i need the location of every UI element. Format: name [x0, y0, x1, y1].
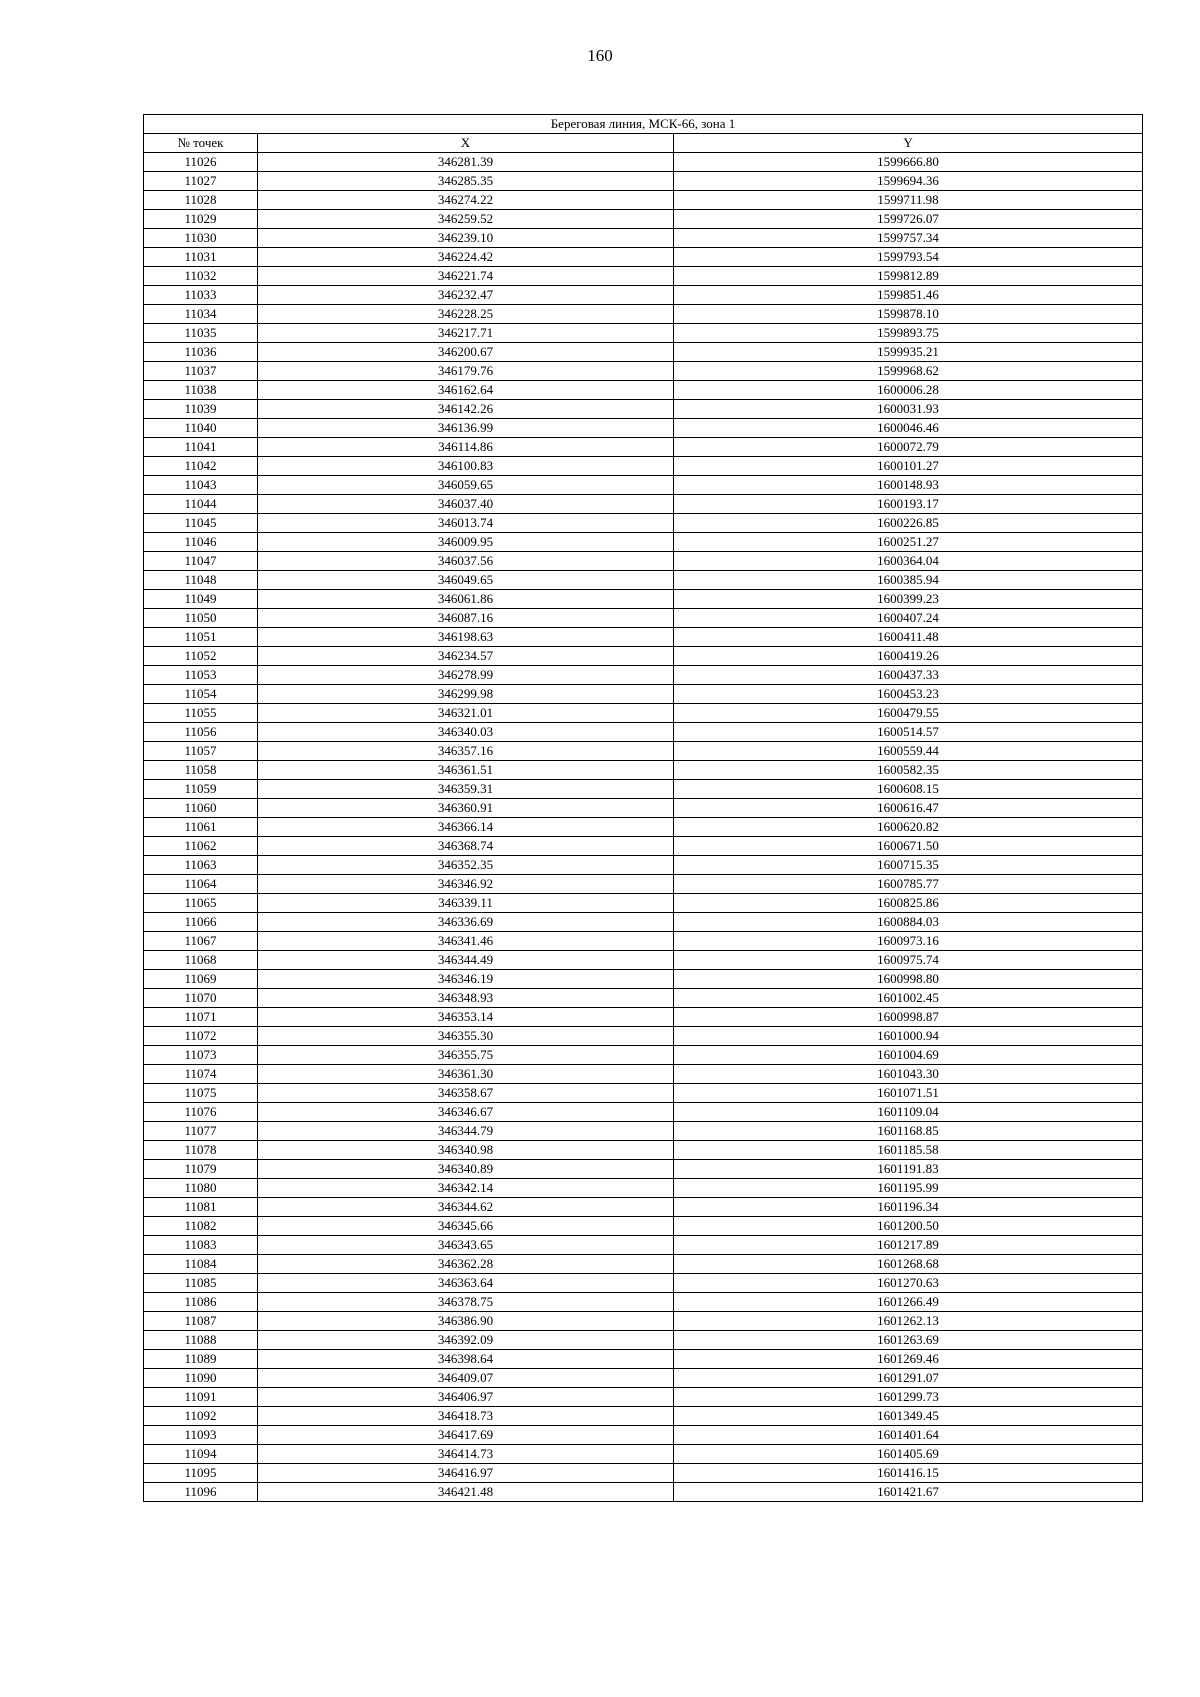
table-row	[144, 1369, 1143, 1388]
table-row	[144, 685, 1143, 704]
point-number-cell: 11088	[144, 1331, 258, 1350]
x-coordinate-cell: 346341.46	[258, 932, 674, 951]
point-number-cell: 11074	[144, 1065, 258, 1084]
table-row	[144, 1065, 1143, 1084]
x-coordinate-cell: 346409.07	[258, 1369, 674, 1388]
table-row	[144, 1331, 1143, 1350]
point-number-cell: 11042	[144, 457, 258, 476]
y-coordinate-cell: 1600884.03	[674, 913, 1143, 932]
x-coordinate-cell: 346362.28	[258, 1255, 674, 1274]
header-y: Y	[674, 134, 1143, 153]
table-row	[144, 1388, 1143, 1407]
table-row	[144, 1293, 1143, 1312]
x-coordinate-cell: 346416.97	[258, 1464, 674, 1483]
table-row	[144, 628, 1143, 647]
point-number-cell: 11035	[144, 324, 258, 343]
x-coordinate-cell: 346278.99	[258, 666, 674, 685]
x-coordinate-cell: 346142.26	[258, 400, 674, 419]
table-row	[144, 400, 1143, 419]
table-row	[144, 533, 1143, 552]
table-row	[144, 856, 1143, 875]
table-row	[144, 932, 1143, 951]
y-coordinate-cell: 1600226.85	[674, 514, 1143, 533]
point-number-cell: 11076	[144, 1103, 258, 1122]
x-coordinate-cell: 346162.64	[258, 381, 674, 400]
table-row	[144, 761, 1143, 780]
table-row	[144, 1141, 1143, 1160]
point-number-cell: 11059	[144, 780, 258, 799]
x-coordinate-cell: 346355.75	[258, 1046, 674, 1065]
table-row	[144, 571, 1143, 590]
y-coordinate-cell: 1599694.36	[674, 172, 1143, 191]
point-number-cell: 11045	[144, 514, 258, 533]
y-coordinate-cell: 1601291.07	[674, 1369, 1143, 1388]
point-number-cell: 11028	[144, 191, 258, 210]
header-x: X	[258, 134, 674, 153]
point-number-cell: 11040	[144, 419, 258, 438]
table-row	[144, 495, 1143, 514]
table-row	[144, 1198, 1143, 1217]
x-coordinate-cell: 346037.56	[258, 552, 674, 571]
table-row	[144, 248, 1143, 267]
y-coordinate-cell: 1601185.58	[674, 1141, 1143, 1160]
y-coordinate-cell: 1601421.67	[674, 1483, 1143, 1502]
point-number-cell: 11078	[144, 1141, 258, 1160]
x-coordinate-cell: 346355.30	[258, 1027, 674, 1046]
table-row	[144, 1312, 1143, 1331]
point-number-cell: 11032	[144, 267, 258, 286]
point-number-cell: 11038	[144, 381, 258, 400]
point-number-cell: 11080	[144, 1179, 258, 1198]
point-number-cell: 11050	[144, 609, 258, 628]
point-number-cell: 11058	[144, 761, 258, 780]
x-coordinate-cell: 346037.40	[258, 495, 674, 514]
table-row	[144, 989, 1143, 1008]
y-coordinate-cell: 1601043.30	[674, 1065, 1143, 1084]
x-coordinate-cell: 346299.98	[258, 685, 674, 704]
table-row	[144, 1179, 1143, 1198]
x-coordinate-cell: 346418.73	[258, 1407, 674, 1426]
table-row	[144, 286, 1143, 305]
y-coordinate-cell: 1601168.85	[674, 1122, 1143, 1141]
y-coordinate-cell: 1601263.69	[674, 1331, 1143, 1350]
point-number-cell: 11060	[144, 799, 258, 818]
y-coordinate-cell: 1600559.44	[674, 742, 1143, 761]
point-number-cell: 11096	[144, 1483, 258, 1502]
x-coordinate-cell: 346421.48	[258, 1483, 674, 1502]
table-row	[144, 590, 1143, 609]
y-coordinate-cell: 1600998.80	[674, 970, 1143, 989]
y-coordinate-cell: 1600411.48	[674, 628, 1143, 647]
x-coordinate-cell: 346406.97	[258, 1388, 674, 1407]
y-coordinate-cell: 1601270.63	[674, 1274, 1143, 1293]
y-coordinate-cell: 1601217.89	[674, 1236, 1143, 1255]
table-row	[144, 1407, 1143, 1426]
table-row	[144, 723, 1143, 742]
point-number-cell: 11057	[144, 742, 258, 761]
table-row	[144, 704, 1143, 723]
x-coordinate-cell: 346344.62	[258, 1198, 674, 1217]
y-coordinate-cell: 1600046.46	[674, 419, 1143, 438]
coordinates-table	[143, 114, 1143, 1502]
x-coordinate-cell: 346340.03	[258, 723, 674, 742]
y-coordinate-cell: 1601191.83	[674, 1160, 1143, 1179]
y-coordinate-cell: 1600671.50	[674, 837, 1143, 856]
x-coordinate-cell: 346361.30	[258, 1065, 674, 1084]
point-number-cell: 11084	[144, 1255, 258, 1274]
table-row	[144, 1274, 1143, 1293]
point-number-cell: 11072	[144, 1027, 258, 1046]
point-number-cell: 11086	[144, 1293, 258, 1312]
y-coordinate-cell: 1600825.86	[674, 894, 1143, 913]
table-row	[144, 799, 1143, 818]
point-number-cell: 11044	[144, 495, 258, 514]
point-number-cell: 11069	[144, 970, 258, 989]
y-coordinate-cell: 1600399.23	[674, 590, 1143, 609]
table-row	[144, 609, 1143, 628]
y-coordinate-cell: 1601268.68	[674, 1255, 1143, 1274]
y-coordinate-cell: 1599793.54	[674, 248, 1143, 267]
x-coordinate-cell: 346378.75	[258, 1293, 674, 1312]
point-number-cell: 11054	[144, 685, 258, 704]
y-coordinate-cell: 1601195.99	[674, 1179, 1143, 1198]
x-coordinate-cell: 346100.83	[258, 457, 674, 476]
point-number-cell: 11083	[144, 1236, 258, 1255]
y-coordinate-cell: 1600715.35	[674, 856, 1143, 875]
point-number-cell: 11064	[144, 875, 258, 894]
x-coordinate-cell: 346274.22	[258, 191, 674, 210]
x-coordinate-cell: 346346.92	[258, 875, 674, 894]
x-coordinate-cell: 346361.51	[258, 761, 674, 780]
x-coordinate-cell: 346339.11	[258, 894, 674, 913]
x-coordinate-cell: 346336.69	[258, 913, 674, 932]
y-coordinate-cell: 1599757.34	[674, 229, 1143, 248]
table-row	[144, 419, 1143, 438]
point-number-cell: 11065	[144, 894, 258, 913]
y-coordinate-cell: 1601266.49	[674, 1293, 1143, 1312]
y-coordinate-cell: 1600975.74	[674, 951, 1143, 970]
y-coordinate-cell: 1600785.77	[674, 875, 1143, 894]
table-row	[144, 837, 1143, 856]
header-point-number: № точек	[144, 134, 258, 153]
point-number-cell: 11090	[144, 1369, 258, 1388]
y-coordinate-cell: 1601109.04	[674, 1103, 1143, 1122]
point-number-cell: 11052	[144, 647, 258, 666]
x-coordinate-cell: 346198.63	[258, 628, 674, 647]
x-coordinate-cell: 346352.35	[258, 856, 674, 875]
y-coordinate-cell: 1600072.79	[674, 438, 1143, 457]
y-coordinate-cell: 1600251.27	[674, 533, 1143, 552]
x-coordinate-cell: 346340.98	[258, 1141, 674, 1160]
table-row	[144, 1350, 1143, 1369]
table-row	[144, 647, 1143, 666]
x-coordinate-cell: 346353.14	[258, 1008, 674, 1027]
y-coordinate-cell: 1601200.50	[674, 1217, 1143, 1236]
table-row	[144, 1464, 1143, 1483]
table-body	[144, 153, 1143, 1502]
x-coordinate-cell: 346217.71	[258, 324, 674, 343]
table-row	[144, 1445, 1143, 1464]
point-number-cell: 11089	[144, 1350, 258, 1369]
y-coordinate-cell: 1600620.82	[674, 818, 1143, 837]
y-coordinate-cell: 1599878.10	[674, 305, 1143, 324]
point-number-cell: 11033	[144, 286, 258, 305]
point-number-cell: 11082	[144, 1217, 258, 1236]
table-row	[144, 970, 1143, 989]
x-coordinate-cell: 346417.69	[258, 1426, 674, 1445]
point-number-cell: 11049	[144, 590, 258, 609]
point-number-cell: 11031	[144, 248, 258, 267]
y-coordinate-cell: 1600437.33	[674, 666, 1143, 685]
point-number-cell: 11087	[144, 1312, 258, 1331]
y-coordinate-cell: 1601196.34	[674, 1198, 1143, 1217]
x-coordinate-cell: 346224.42	[258, 248, 674, 267]
table-row	[144, 1255, 1143, 1274]
y-coordinate-cell: 1600479.55	[674, 704, 1143, 723]
x-coordinate-cell: 346346.19	[258, 970, 674, 989]
x-coordinate-cell: 346285.35	[258, 172, 674, 191]
x-coordinate-cell: 346232.47	[258, 286, 674, 305]
point-number-cell: 11041	[144, 438, 258, 457]
y-coordinate-cell: 1599935.21	[674, 343, 1143, 362]
y-coordinate-cell: 1600148.93	[674, 476, 1143, 495]
table-row	[144, 172, 1143, 191]
y-coordinate-cell: 1600453.23	[674, 685, 1143, 704]
y-coordinate-cell: 1600998.87	[674, 1008, 1143, 1027]
y-coordinate-cell: 1600419.26	[674, 647, 1143, 666]
point-number-cell: 11091	[144, 1388, 258, 1407]
y-coordinate-cell: 1601401.64	[674, 1426, 1143, 1445]
x-coordinate-cell: 346340.89	[258, 1160, 674, 1179]
x-coordinate-cell: 346359.31	[258, 780, 674, 799]
x-coordinate-cell: 346281.39	[258, 153, 674, 172]
point-number-cell: 11066	[144, 913, 258, 932]
x-coordinate-cell: 346179.76	[258, 362, 674, 381]
y-coordinate-cell: 1601349.45	[674, 1407, 1143, 1426]
table-row	[144, 191, 1143, 210]
table-row	[144, 552, 1143, 571]
y-coordinate-cell: 1601269.46	[674, 1350, 1143, 1369]
point-number-cell: 11071	[144, 1008, 258, 1027]
table-row	[144, 1027, 1143, 1046]
point-number-cell: 11034	[144, 305, 258, 324]
point-number-cell: 11061	[144, 818, 258, 837]
table-row	[144, 1103, 1143, 1122]
point-number-cell: 11079	[144, 1160, 258, 1179]
table-row	[144, 951, 1143, 970]
table-row	[144, 818, 1143, 837]
point-number-cell: 11027	[144, 172, 258, 191]
point-number-cell: 11093	[144, 1426, 258, 1445]
x-coordinate-cell: 346221.74	[258, 267, 674, 286]
point-number-cell: 11053	[144, 666, 258, 685]
table-row	[144, 476, 1143, 495]
point-number-cell: 11081	[144, 1198, 258, 1217]
point-number-cell: 11055	[144, 704, 258, 723]
x-coordinate-cell: 346059.65	[258, 476, 674, 495]
table-row	[144, 1426, 1143, 1445]
point-number-cell: 11046	[144, 533, 258, 552]
y-coordinate-cell: 1600582.35	[674, 761, 1143, 780]
x-coordinate-cell: 346343.65	[258, 1236, 674, 1255]
y-coordinate-cell: 1599851.46	[674, 286, 1143, 305]
point-number-cell: 11043	[144, 476, 258, 495]
table-row	[144, 229, 1143, 248]
table-row	[144, 875, 1143, 894]
x-coordinate-cell: 346414.73	[258, 1445, 674, 1464]
y-coordinate-cell: 1600514.57	[674, 723, 1143, 742]
point-number-cell: 11075	[144, 1084, 258, 1103]
x-coordinate-cell: 346061.86	[258, 590, 674, 609]
y-coordinate-cell: 1601071.51	[674, 1084, 1143, 1103]
y-coordinate-cell: 1601004.69	[674, 1046, 1143, 1065]
x-coordinate-cell: 346239.10	[258, 229, 674, 248]
point-number-cell: 11030	[144, 229, 258, 248]
x-coordinate-cell: 346363.64	[258, 1274, 674, 1293]
x-coordinate-cell: 346049.65	[258, 571, 674, 590]
x-coordinate-cell: 346009.95	[258, 533, 674, 552]
table-row	[144, 742, 1143, 761]
x-coordinate-cell: 346342.14	[258, 1179, 674, 1198]
x-coordinate-cell: 346358.67	[258, 1084, 674, 1103]
table-row	[144, 305, 1143, 324]
x-coordinate-cell: 346348.93	[258, 989, 674, 1008]
y-coordinate-cell: 1600407.24	[674, 609, 1143, 628]
point-number-cell: 11062	[144, 837, 258, 856]
point-number-cell: 11039	[144, 400, 258, 419]
table-title: Береговая линия, МСК-66, зона 1	[144, 115, 1143, 134]
x-coordinate-cell: 346200.67	[258, 343, 674, 362]
x-coordinate-cell: 346234.57	[258, 647, 674, 666]
point-number-cell: 11094	[144, 1445, 258, 1464]
y-coordinate-cell: 1600101.27	[674, 457, 1143, 476]
table-row	[144, 1084, 1143, 1103]
point-number-cell: 11051	[144, 628, 258, 647]
y-coordinate-cell: 1601002.45	[674, 989, 1143, 1008]
y-coordinate-cell: 1599666.80	[674, 153, 1143, 172]
table-row	[144, 780, 1143, 799]
point-number-cell: 11037	[144, 362, 258, 381]
table-row	[144, 153, 1143, 172]
page-number: 160	[587, 46, 613, 65]
y-coordinate-cell: 1601000.94	[674, 1027, 1143, 1046]
point-number-cell: 11036	[144, 343, 258, 362]
table-row	[144, 1122, 1143, 1141]
table-row	[144, 514, 1143, 533]
point-number-cell: 11047	[144, 552, 258, 571]
y-coordinate-cell: 1600616.47	[674, 799, 1143, 818]
y-coordinate-cell: 1601299.73	[674, 1388, 1143, 1407]
x-coordinate-cell: 346259.52	[258, 210, 674, 229]
y-coordinate-cell: 1599968.62	[674, 362, 1143, 381]
x-coordinate-cell: 346368.74	[258, 837, 674, 856]
y-coordinate-cell: 1600385.94	[674, 571, 1143, 590]
x-coordinate-cell: 346345.66	[258, 1217, 674, 1236]
y-coordinate-cell: 1600608.15	[674, 780, 1143, 799]
point-number-cell: 11063	[144, 856, 258, 875]
point-number-cell: 11048	[144, 571, 258, 590]
table-title-row	[144, 115, 1143, 134]
x-coordinate-cell: 346087.16	[258, 609, 674, 628]
x-coordinate-cell: 346013.74	[258, 514, 674, 533]
x-coordinate-cell: 346228.25	[258, 305, 674, 324]
table-row	[144, 666, 1143, 685]
table-row	[144, 381, 1143, 400]
y-coordinate-cell: 1601416.15	[674, 1464, 1143, 1483]
table-row	[144, 1008, 1143, 1027]
x-coordinate-cell: 346357.16	[258, 742, 674, 761]
table-row	[144, 324, 1143, 343]
x-coordinate-cell: 346344.49	[258, 951, 674, 970]
y-coordinate-cell: 1601405.69	[674, 1445, 1143, 1464]
x-coordinate-cell: 346392.09	[258, 1331, 674, 1350]
y-coordinate-cell: 1599726.07	[674, 210, 1143, 229]
table-header-row	[144, 134, 1143, 153]
x-coordinate-cell: 346321.01	[258, 704, 674, 723]
table-row	[144, 1236, 1143, 1255]
table-row	[144, 894, 1143, 913]
point-number-cell: 11085	[144, 1274, 258, 1293]
y-coordinate-cell: 1600193.17	[674, 495, 1143, 514]
x-coordinate-cell: 346366.14	[258, 818, 674, 837]
table-row	[144, 1046, 1143, 1065]
y-coordinate-cell: 1600031.93	[674, 400, 1143, 419]
point-number-cell: 11056	[144, 723, 258, 742]
x-coordinate-cell: 346136.99	[258, 419, 674, 438]
y-coordinate-cell: 1601262.13	[674, 1312, 1143, 1331]
point-number-cell: 11026	[144, 153, 258, 172]
y-coordinate-cell: 1600973.16	[674, 932, 1143, 951]
table-row	[144, 1217, 1143, 1236]
y-coordinate-cell: 1599711.98	[674, 191, 1143, 210]
table-row	[144, 210, 1143, 229]
x-coordinate-cell: 346344.79	[258, 1122, 674, 1141]
x-coordinate-cell: 346386.90	[258, 1312, 674, 1331]
point-number-cell: 11029	[144, 210, 258, 229]
table-row	[144, 457, 1143, 476]
y-coordinate-cell: 1599812.89	[674, 267, 1143, 286]
point-number-cell: 11068	[144, 951, 258, 970]
point-number-cell: 11077	[144, 1122, 258, 1141]
x-coordinate-cell: 346114.86	[258, 438, 674, 457]
table-row	[144, 362, 1143, 381]
point-number-cell: 11073	[144, 1046, 258, 1065]
table-row	[144, 343, 1143, 362]
point-number-cell: 11067	[144, 932, 258, 951]
table-row	[144, 1483, 1143, 1502]
table-row	[144, 913, 1143, 932]
y-coordinate-cell: 1600364.04	[674, 552, 1143, 571]
x-coordinate-cell: 346346.67	[258, 1103, 674, 1122]
x-coordinate-cell: 346398.64	[258, 1350, 674, 1369]
point-number-cell: 11092	[144, 1407, 258, 1426]
table-row	[144, 267, 1143, 286]
x-coordinate-cell: 346360.91	[258, 799, 674, 818]
point-number-cell: 11070	[144, 989, 258, 1008]
y-coordinate-cell: 1600006.28	[674, 381, 1143, 400]
table-row	[144, 1160, 1143, 1179]
table-row	[144, 438, 1143, 457]
y-coordinate-cell: 1599893.75	[674, 324, 1143, 343]
point-number-cell: 11095	[144, 1464, 258, 1483]
